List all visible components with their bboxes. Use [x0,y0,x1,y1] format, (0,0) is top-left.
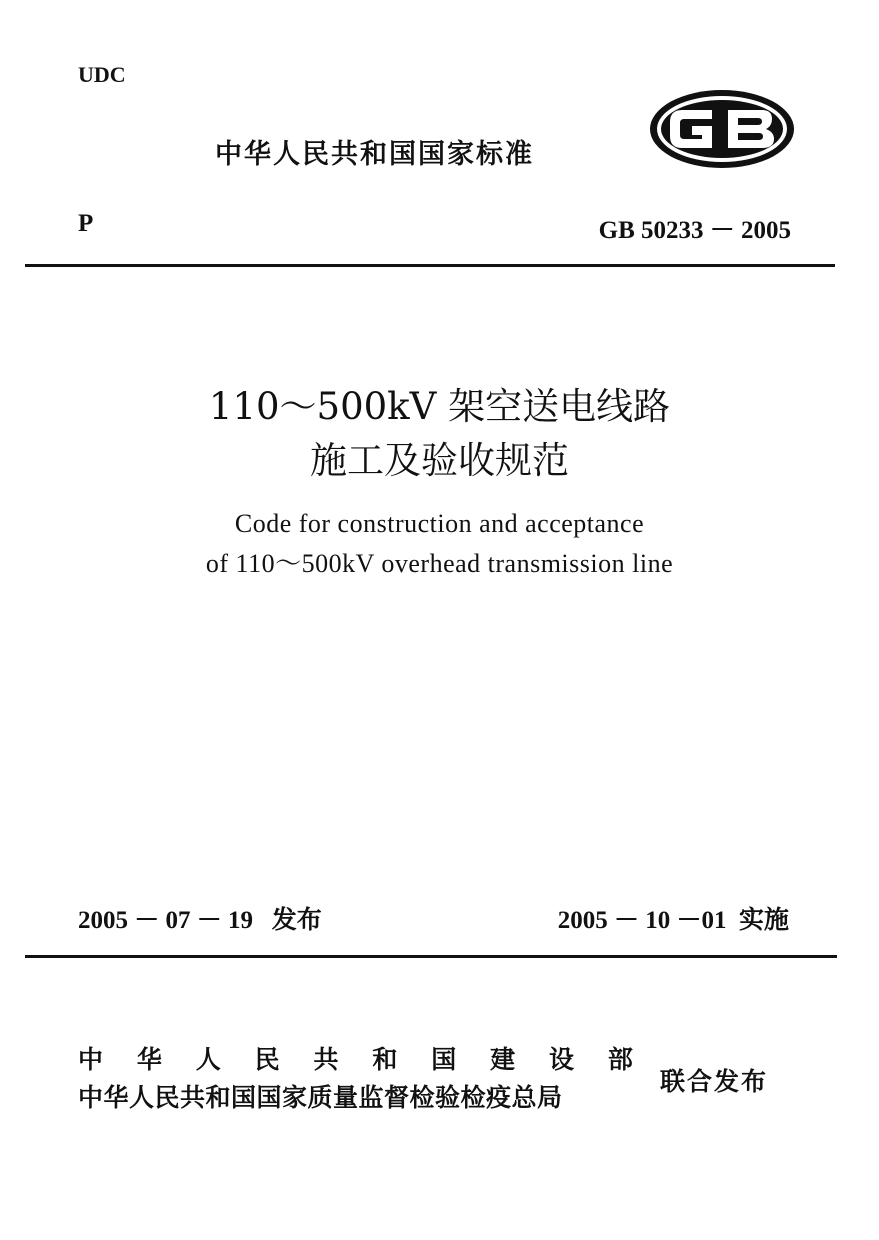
title-chinese-line1: 110～500kV 架空送电线路 [208,385,671,428]
title-english-line1: Code for construction and acceptance [234,509,645,538]
issuer-ministry-char: 国 [431,1045,457,1074]
issuer-ministry-char: 和 [372,1045,398,1074]
issuer-ministry [78,1040,633,1076]
category-code: P [78,210,94,237]
issuer-ministry-char: 中 [78,1045,104,1074]
issuer-ministry-char: 设 [549,1045,575,1074]
issue-date-block [78,900,322,936]
gb-logo [648,88,796,170]
issuer-ministry-char: 建 [490,1045,516,1074]
issuer-ministry-char: 华 [136,1045,162,1074]
issuer-ministry-char: 民 [254,1045,280,1074]
top-divider [25,264,835,267]
title-english-line2: of 110～500kV overhead transmission line [205,549,674,578]
issuer-ministry-char: 人 [195,1045,221,1074]
issuer-ministry-char: 共 [313,1045,339,1074]
standard-number: GB 50233 － 2005 [598,217,791,244]
implement-date-block [558,900,789,936]
implement-label: 实施 [738,905,789,934]
issuer-administration: 中华人民共和国国家质量监督检验检疫总局 [78,1083,563,1112]
implement-date: 2005 － 10 －01 [557,907,727,934]
issuer-ministry-char: 部 [607,1045,633,1074]
issue-label: 发布 [271,905,322,934]
title-chinese-line2: 施工及验收规范 [310,439,569,482]
udc-label: UDC [78,62,126,87]
bottom-divider [25,955,837,958]
joint-issue-label: 联合发布 [660,1067,769,1096]
standard-type-title: 中华人民共和国国家标准 [215,139,534,170]
issue-date: 2005 － 07 － 19 [78,907,254,934]
